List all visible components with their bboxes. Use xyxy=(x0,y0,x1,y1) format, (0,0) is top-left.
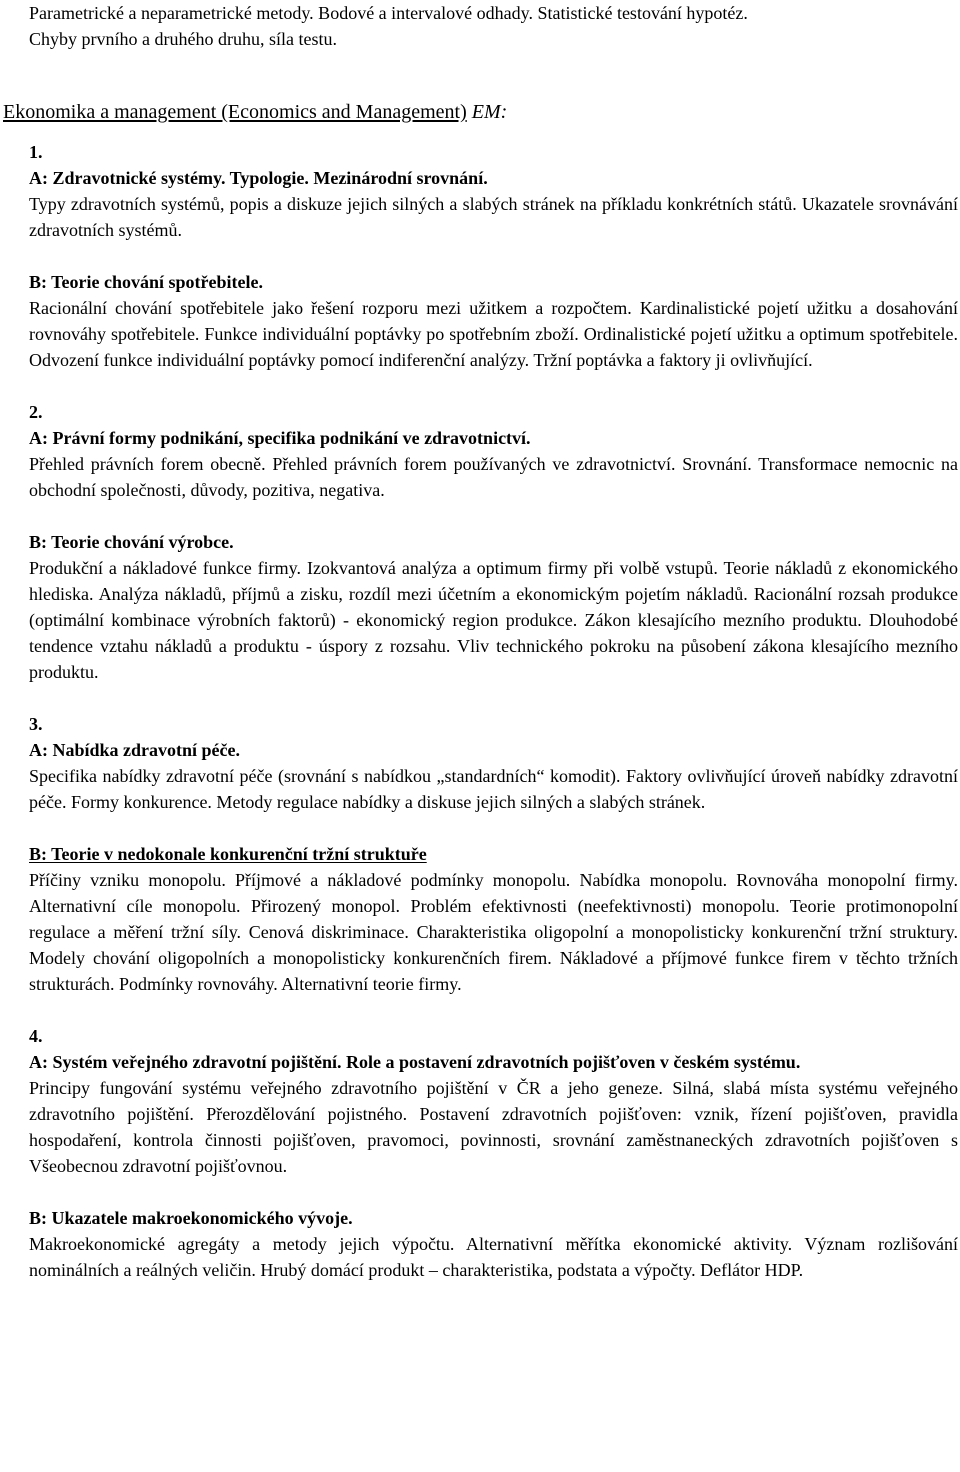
topic-number: 4. xyxy=(29,1026,43,1046)
topic-a xyxy=(0,425,960,503)
topic-b-title: B: Teorie v nedokonale konkurenční tržní struktuře xyxy=(29,844,427,864)
topic-a-text: Principy fungování systému veřejného zdravotního pojištění v ČR a jeho geneze. Silná, slabá místa systému veřejného zdravotního pojištění. Přerozdělování pojistného. Postavení zdravotních pojišťoven: vznik, řízení pojišťoven, pravidla hospodaření, kontrola činnosti pojišťoven, pravomoci, povinnosti, srovnání zaměstnaneckých zdravotních pojišťoven s Všeobecnou zdravotní pojišťovnou. xyxy=(29,1078,958,1176)
topic-b-text: Příčiny vzniku monopolu. Příjmové a nákladové podmínky monopolu. Nabídka monopolu. Rovnováha monopolní firmy. Alternativní cíle monopolu. Přirozený monopol. Problém efektivnosti (neefektivnosti) monopolu. Teorie protimonopolní regulace a měření tržní síly. Cenová diskriminace. Charakteristika oligopolní a monopolisticky konkurenční tržní struktury. Modely chování oligopolních a monopolisticky konkurenčních firem. Nákladové a příjmové funkce firem v těchto tržních strukturách. Podmínky rovnováhy. Alternativní teorie firmy. xyxy=(29,870,958,994)
topic-a-title: A: Právní formy podnikání, specifika podnikání ve zdravotnictví. xyxy=(29,428,531,448)
topic-a-title: A: Nabídka zdravotní péče. xyxy=(29,740,240,760)
topic-b xyxy=(0,841,960,997)
topic-a-text: Typy zdravotních systémů, popis a diskuze jejich silných a slabých stránek na příkladu konkrétních států. Ukazatele srovnávání zdravotních systémů. xyxy=(29,194,958,240)
topic-a-title: A: Systém veřejného zdravotní pojištění. Role a postavení zdravotních pojišťoven v českém systému. xyxy=(29,1052,801,1072)
topic-a-text: Přehled právních forem obecně. Přehled právních forem používaných ve zdravotnictví. Srovnání. Transformace nemocnic na obchodní společnosti, důvody, pozitiva, negativa. xyxy=(29,454,958,500)
section-heading xyxy=(0,98,960,126)
topic-b xyxy=(0,529,960,685)
topic-number: 2. xyxy=(29,402,43,422)
topic-b xyxy=(0,1205,960,1283)
topic-a xyxy=(0,165,960,243)
section-code: EM: xyxy=(471,101,508,123)
intro-line-1: Parametrické a neparametrické metody. Bodové a intervalové odhady. Statistické testování hypotéz. xyxy=(29,3,748,23)
section-title: Ekonomika a management (Economics and Management) xyxy=(3,101,467,123)
intro-paragraph xyxy=(0,0,960,52)
topic-b-title: B: Teorie chování výrobce. xyxy=(29,532,234,552)
topic-b-text: Makroekonomické agregáty a metody jejich výpočtu. Alternativní měřítka ekonomické aktivity. Význam rozlišování nominálních a reálných veličin. Hrubý domácí produkt – charakteristika, podstata a výpočty. Deflátor HDP. xyxy=(29,1234,958,1280)
intro-line-2: Chyby prvního a druhého druhu, síla testu. xyxy=(29,29,337,49)
topic-a xyxy=(0,1049,960,1179)
topic-number: 1. xyxy=(29,142,43,162)
topic-a-text: Specifika nabídky zdravotní péče (srovnání s nabídkou „standardních“ komodit). Faktory ovlivňující úroveň nabídky zdravotní péče. Formy konkurence. Metody regulace nabídky a diskuse jejich silných a slabých stránek. xyxy=(29,766,958,812)
topic-number: 3. xyxy=(29,714,43,734)
topic-b-text: Produkční a nákladové funkce firmy. Izokvantová analýza a optimum firmy při volbě vstupů. Teorie nákladů z ekonomického hlediska. Analýza nákladů, příjmů a zisku, rozdíl mezi účetním a ekonomickým pojetím nákladů. Racionální rozsah produkce (optimální kombinace výrobních faktorů) - ekonomický region produkce. Zákon klesajícího mezního produktu. Dlouhodobé tendence vztahu nákladů a produktu - úspory z rozsahu. Vliv technického pokroku na působení zákona klesajícího mezního produktu. xyxy=(29,558,958,682)
topic-b-text: Racionální chování spotřebitele jako řešení rozporu mezi užitkem a rozpočtem. Kardinalistické pojetí užitku a dosahování rovnováhy spotřebitele. Funkce individuální poptávky po spotřebním zboží. Ordinalistické pojetí užitku a optimum spotřebitele. Odvození funkce individuální poptávky pomocí indiferenční analýzy. Tržní poptávka a faktory ji ovlivňující. xyxy=(29,298,958,370)
topic-a xyxy=(0,737,960,815)
topic-b-title: B: Ukazatele makroekonomického vývoje. xyxy=(29,1208,353,1228)
topic-b xyxy=(0,269,960,373)
topic-a-title: A: Zdravotnické systémy. Typologie. Mezinárodní srovnání. xyxy=(29,168,488,188)
topic-b-title: B: Teorie chování spotřebitele. xyxy=(29,272,263,292)
